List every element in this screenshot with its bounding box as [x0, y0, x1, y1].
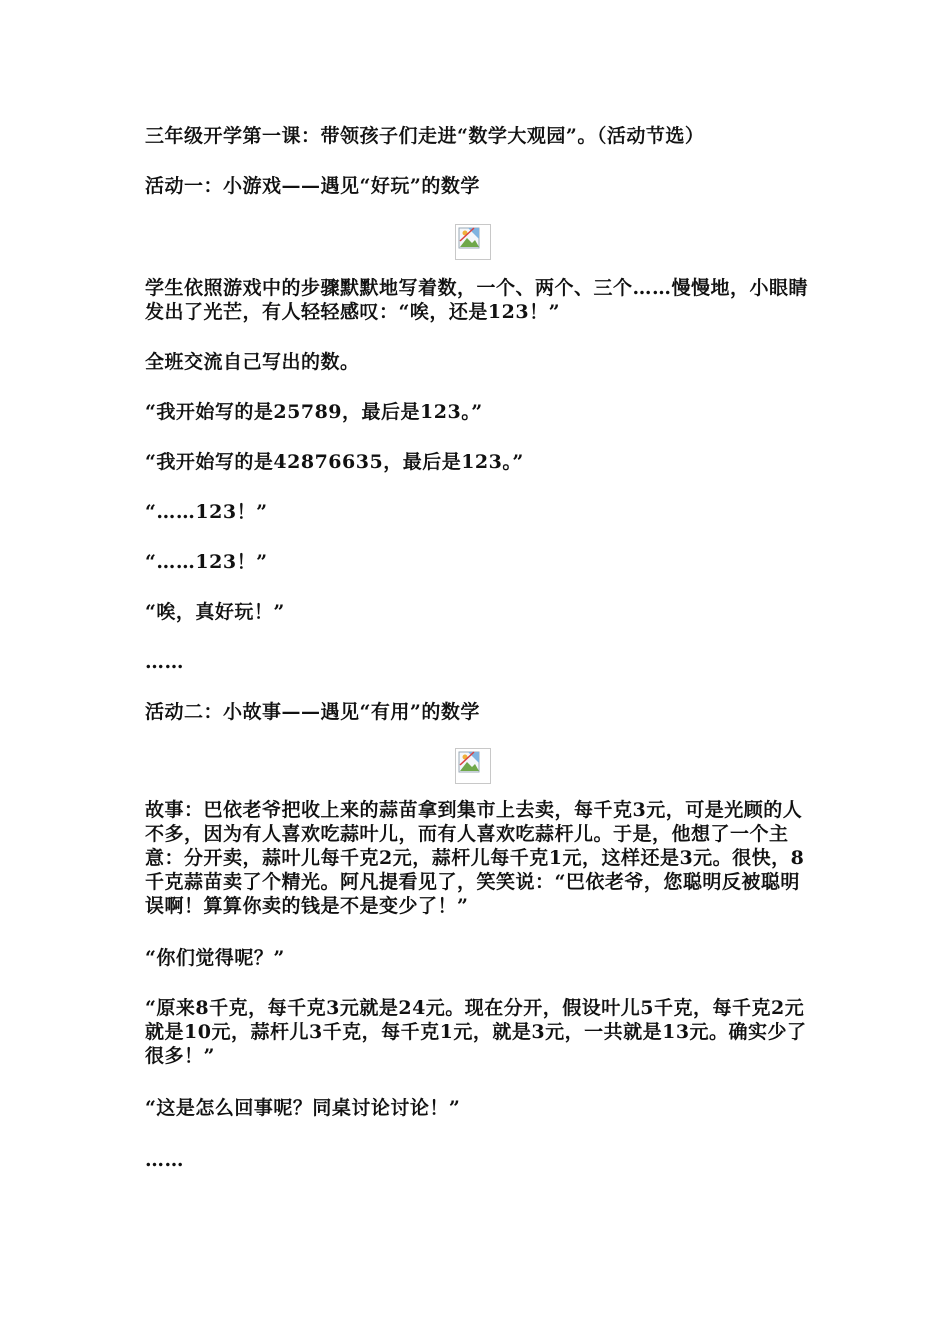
ellipsis-line: …… [145, 1149, 184, 1171]
quote-line: “这是怎么回事呢？同桌讨论讨论！” [145, 1097, 461, 1119]
activity1-heading: 活动一：小游戏——遇见“好玩”的数学 [145, 175, 480, 197]
activity1-paragraph: 学生依照游戏中的步骤默默地写着数，一个、两个、三个……慢慢地，小眼睛发出了光芒，有人轻轻感叹：“唉，还是123！” [145, 277, 809, 323]
ellipsis-line: …… [145, 651, 184, 673]
broken-image-icon [455, 748, 491, 784]
quote-line: “我开始写的是25789，最后是123。” [145, 401, 483, 423]
quote-line: “……123！” [145, 551, 268, 573]
quote-paragraph: “原来8千克，每千克3元就是24元。现在分开，假设叶儿5千克，每千克2元就是10元，蒜杆儿3千克，每千克1元，就是3元，一共就是13元。确实少了很多！” [145, 997, 807, 1067]
quote-line: “唉，真好玩！” [145, 601, 285, 623]
quote-line: “……123！” [145, 501, 268, 523]
activity2-heading: 活动二：小故事——遇见“有用”的数学 [145, 701, 480, 723]
quote-line: “我开始写的是42876635，最后是123。” [145, 451, 524, 473]
activity1-paragraph-2: 全班交流自己写出的数。 [145, 351, 360, 373]
quote-line: “你们觉得呢？” [145, 947, 285, 969]
broken-image-icon [455, 224, 491, 260]
story-paragraph: 故事：巴依老爷把收上来的蒜苗拿到集市上去卖，每千克3元，可是光顾的人不多，因为有人喜欢吃蒜叶儿，而有人喜欢吃蒜杆儿。于是，他想了一个主意：分开卖，蒜叶儿每千克2元，蒜杆儿每千克1元，这样还是3元。很快，8千克蒜苗卖了个精光。阿凡提看见了，笑笑说：“巴依老爷，您聪明反被聪明误啊！算算你卖的钱是不是变少了！” [145, 799, 805, 917]
document-title: 三年级开学第一课：带领孩子们走进“数学大观园”。（活动节选） [145, 125, 705, 147]
